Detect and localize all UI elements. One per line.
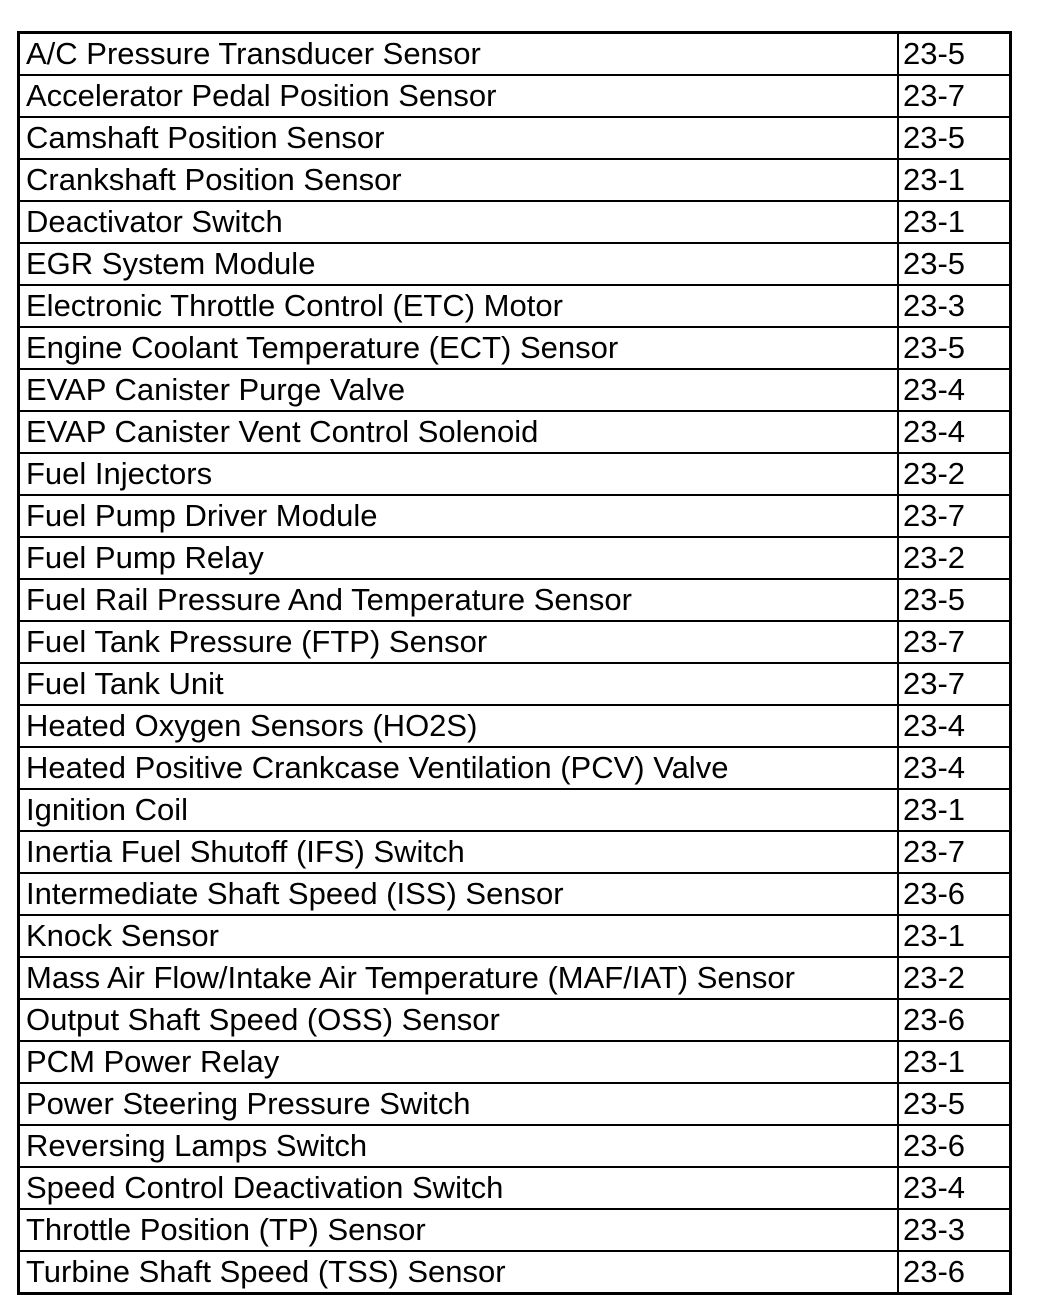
component-name-cell: Throttle Position (TP) Sensor [20, 1209, 898, 1251]
component-name-cell: Fuel Tank Pressure (FTP) Sensor [20, 621, 898, 663]
location-cell: 23-5 [898, 327, 1009, 369]
table-row [20, 537, 1009, 579]
location-cell: 23-4 [898, 747, 1009, 789]
table-row [20, 957, 1009, 999]
table-row [20, 705, 1009, 747]
location-cell: 23-4 [898, 1167, 1009, 1209]
table-row [20, 663, 1009, 705]
component-name-cell: Fuel Rail Pressure And Temperature Sensor [20, 579, 898, 621]
component-name-cell: Fuel Pump Driver Module [20, 495, 898, 537]
table-row [20, 369, 1009, 411]
table-row [20, 285, 1009, 327]
location-cell: 23-1 [898, 201, 1009, 243]
component-name-cell: Mass Air Flow/Intake Air Temperature (MAF/IAT) Sensor [20, 957, 898, 999]
component-name-cell: Fuel Tank Unit [20, 663, 898, 705]
location-cell: 23-3 [898, 1209, 1009, 1251]
location-cell: 23-4 [898, 411, 1009, 453]
table-row [20, 411, 1009, 453]
table-row [20, 873, 1009, 915]
location-cell: 23-2 [898, 537, 1009, 579]
location-cell: 23-6 [898, 1125, 1009, 1167]
component-location-table [17, 31, 1012, 1295]
table-row [20, 34, 1009, 75]
component-name-cell: Heated Oxygen Sensors (HO2S) [20, 705, 898, 747]
location-cell: 23-6 [903, 1254, 966, 1289]
location-cell: 23-5 [898, 117, 1009, 159]
table-row [20, 1251, 1009, 1292]
table-row [20, 831, 1009, 873]
location-cell: 23-5 [898, 34, 1009, 75]
table-row [20, 789, 1009, 831]
component-name-cell: Accelerator Pedal Position Sensor [20, 75, 898, 117]
table-row [20, 495, 1009, 537]
table-row [20, 201, 1009, 243]
table-body [20, 34, 1009, 1292]
component-name-cell: A/C Pressure Transducer Sensor [20, 34, 898, 75]
table-row [20, 579, 1009, 621]
location-cell: 23-1 [898, 1041, 1009, 1083]
table-row [20, 621, 1009, 663]
location-cell: 23-1 [898, 789, 1009, 831]
location-cell: 23-7 [898, 495, 1009, 537]
component-name-cell: EGR System Module [20, 243, 898, 285]
table-row [20, 1041, 1009, 1083]
component-name-cell: Turbine Shaft Speed (TSS) Sensor [20, 1251, 898, 1292]
location-cell: 23-7 [898, 663, 1009, 705]
component-name-cell: Knock Sensor [20, 915, 898, 957]
component-name-cell: EVAP Canister Purge Valve [20, 369, 898, 411]
component-name-cell: Ignition Coil [20, 789, 898, 831]
location-cell: 23-2 [898, 957, 1009, 999]
location-cell: 23-5 [898, 579, 1009, 621]
table-row [20, 117, 1009, 159]
location-cell: 23-7 [898, 831, 1009, 873]
location-cell: 23-7 [898, 75, 1009, 117]
location-cell: 23-6 [898, 999, 1009, 1041]
component-name-cell: Inertia Fuel Shutoff (IFS) Switch [20, 831, 898, 873]
component-name-cell: Deactivator Switch [20, 201, 898, 243]
component-name-cell: Camshaft Position Sensor [20, 117, 898, 159]
table-row [20, 1083, 1009, 1125]
table-row [20, 453, 1009, 495]
component-name-cell: PCM Power Relay [20, 1041, 898, 1083]
component-name-cell: Power Steering Pressure Switch [20, 1083, 898, 1125]
table-row [20, 999, 1009, 1041]
table-row [20, 1125, 1009, 1167]
location-cell: 23-7 [898, 621, 1009, 663]
component-name-cell: Speed Control Deactivation Switch [20, 1167, 898, 1209]
table-row [20, 747, 1009, 789]
table-row [20, 1167, 1009, 1209]
location-cell: 23-1 [898, 159, 1009, 201]
location-cell: 23-4 [898, 705, 1009, 747]
component-name-cell: Fuel Injectors [20, 453, 898, 495]
table-row [20, 915, 1009, 957]
component-name-cell: Fuel Pump Relay [20, 537, 898, 579]
component-table [20, 34, 1009, 1292]
location-cell: 23-3 [898, 285, 1009, 327]
location-cell: 23-5 [898, 243, 1009, 285]
component-name-cell: Intermediate Shaft Speed (ISS) Sensor [20, 873, 898, 915]
component-name-cell: Heated Positive Crankcase Ventilation (PCV) Valve [20, 747, 898, 789]
table-row [20, 75, 1009, 117]
component-name-cell: Output Shaft Speed (OSS) Sensor [20, 999, 898, 1041]
location-cell: 23-5 [898, 1083, 1009, 1125]
location-cell: 23-1 [898, 915, 1009, 957]
component-name-cell: Electronic Throttle Control (ETC) Motor [20, 285, 898, 327]
table-row [20, 243, 1009, 285]
location-cell: 23-6 [898, 873, 1009, 915]
component-name-cell: Crankshaft Position Sensor [20, 159, 898, 201]
component-name-cell: Reversing Lamps Switch [20, 1125, 898, 1167]
table-row [20, 1209, 1009, 1251]
location-cell: 23-4 [898, 369, 1009, 411]
table-row [20, 327, 1009, 369]
location-cell: 23-2 [898, 453, 1009, 495]
component-name-cell: EVAP Canister Vent Control Solenoid [20, 411, 898, 453]
component-name-cell: Engine Coolant Temperature (ECT) Sensor [20, 327, 898, 369]
table-row [20, 159, 1009, 201]
